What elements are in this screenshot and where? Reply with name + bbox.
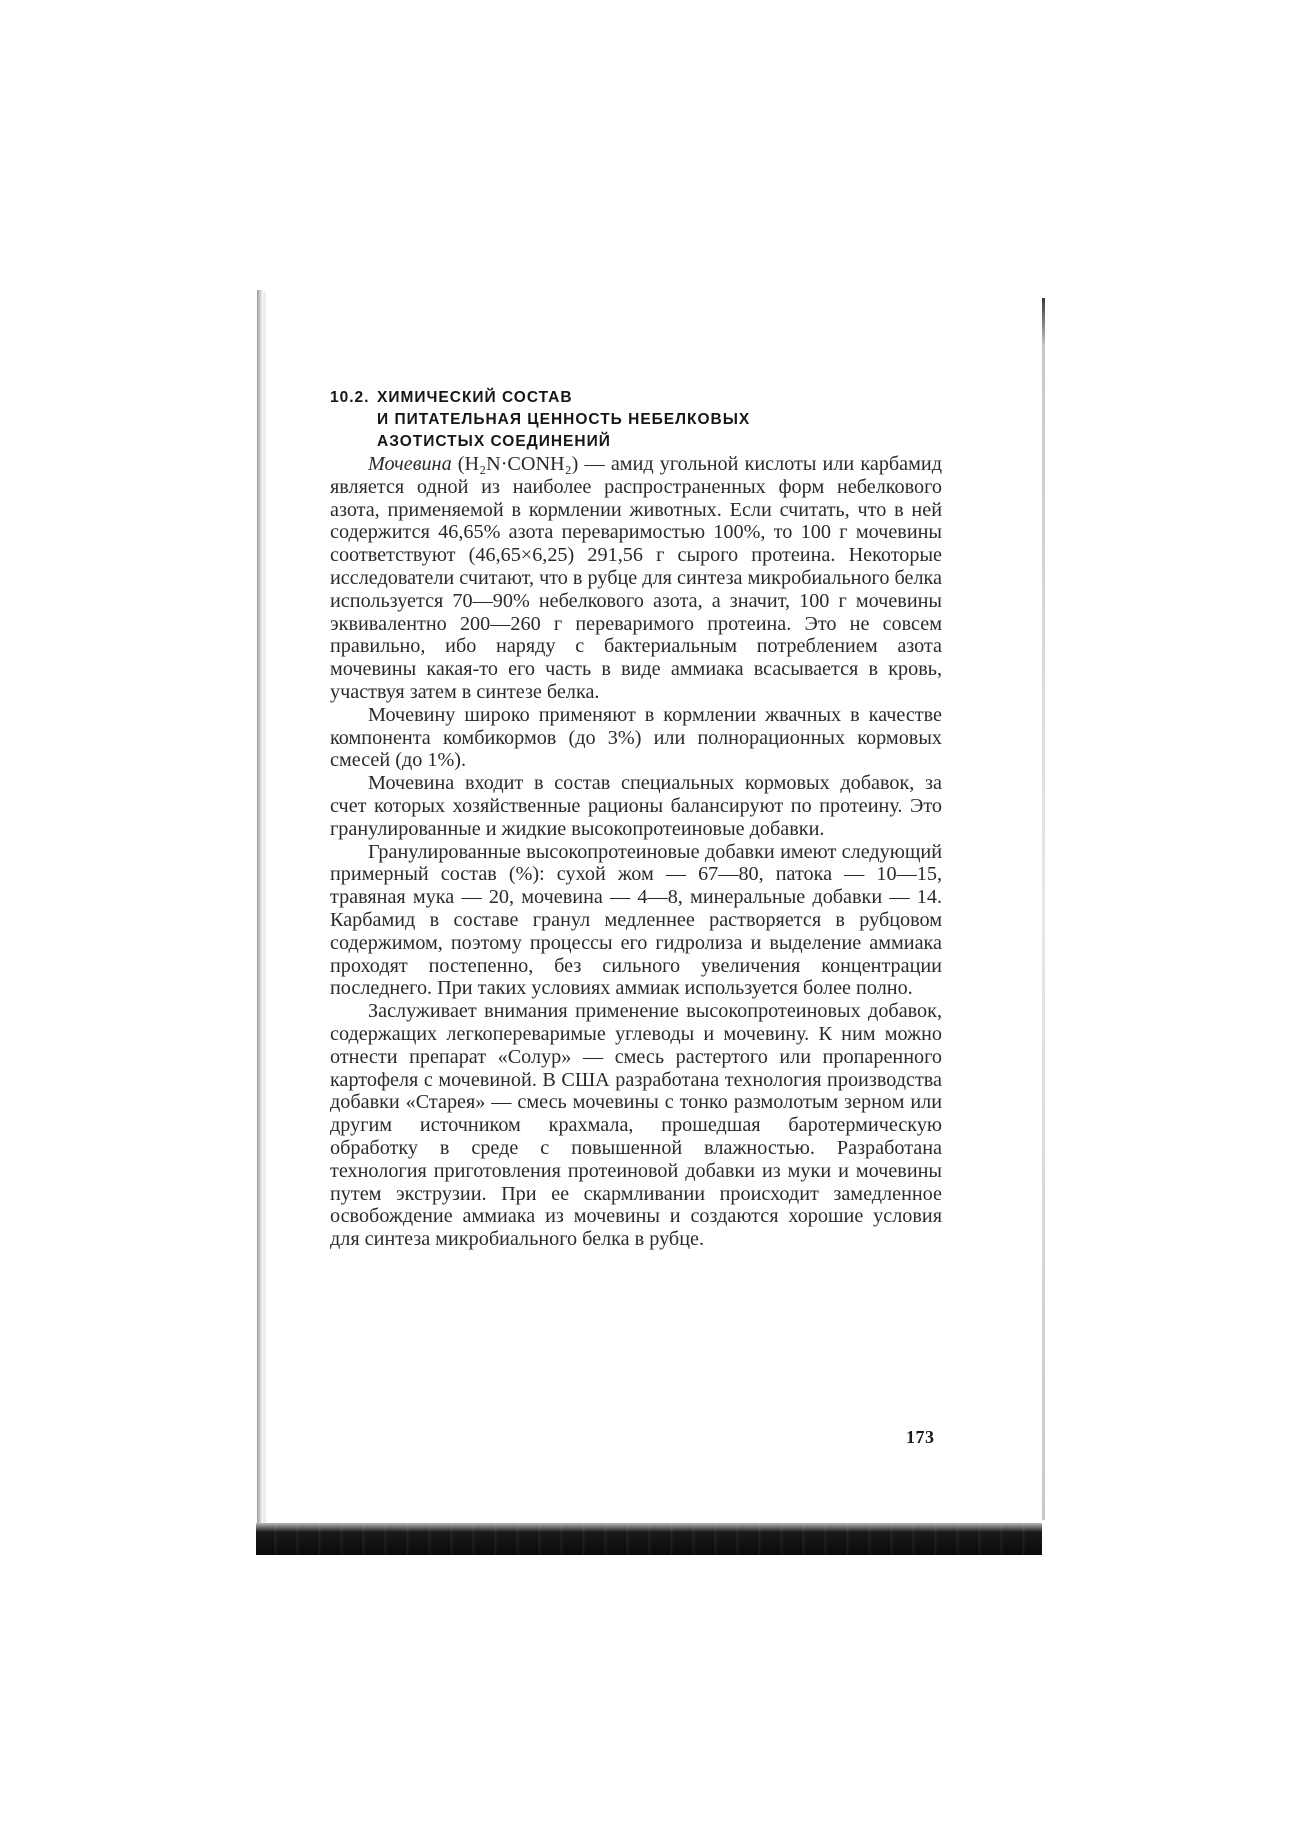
page-right-edge (1042, 298, 1045, 1520)
paragraph-granulated-additives: Гранулированные высокопротеиновые добавки имеют следующий примерный состав (%): сухой жом — 67—80, патока — 10—15, травяная мука — 20, мочевина — 4—8, минеральные добавки — 14. Карбамид в составе гранул медленнее растворяется в рубцовом содержимом, поэтому процессы его гидролиза и выделение аммиака проходят постепенно, без сильного увеличения концентрации последнего. При таких условиях аммиак используется более полно. (330, 840, 942, 1000)
page-text-block (330, 387, 942, 1251)
section-heading-line-1 (330, 387, 942, 409)
section-number: 10.2. (330, 389, 370, 406)
paragraph-feed-additives: Мочевина входит в состав специальных кормовых добавок, за счет которых хозяйственные рационы балансируют по протеину. Это гранулированные и жидкие высокопротеиновые добавки. (330, 772, 942, 840)
paragraph-urea-usage: Мочевину широко применяют в кормлении жвачных в качестве компонента комбикормов (до 3%) или полнорационных кормовых смесей (до 1%). (330, 703, 942, 772)
page-bottom-edge-texture (256, 1523, 1042, 1555)
section-title-line-3: АЗОТИСТЫХ СОЕДИНЕНИЙ (377, 433, 611, 450)
paragraph-text: (H₂N·CONH₂) — амид угольной кислоты или карбамид является одной из наиболее распространенных форм небелкового азота, применяемой в кормлении животных. Если считать, что в ней содержится 46,65% азота переваримостью 100%, то 100 г мочевины соответствуют (46,65×6,25) 291,56 г сырого протеина. Некоторые исследователи считают, что в рубце для синтеза микробиального белка используется 70—90% небелкового азота, а значит, 100 г мочевины эквивалентно 200—260 г переваримого протеина. Это не совсем правильно, ибо наряду с бактериальным потреблением азота мочевины какая-то его часть в виде аммиака всасывается в кровь, участвуя затем в синтезе белка. (330, 453, 942, 703)
page-number: 173 (906, 1427, 935, 1447)
section-heading (330, 387, 942, 453)
page-left-edge-shadow (263, 292, 266, 1528)
section-title-line-2: И ПИТАТЕЛЬНАЯ ЦЕННОСТЬ НЕБЕЛКОВЫХ (377, 411, 751, 428)
paragraph-high-protein-additives: Заслуживает внимания применение высокопротеиновых добавок, содержащих легкопереваримые углеводы и мочевину. К ним можно отнести препарат «Солур» — смесь растертого или пропаренного картофеля с мочевиной. В США разработана технология производства добавки «Старея» — смесь мочевины с тонко размолотым зерном или другим источником крахмала, прошедшая баротермическую обработку в среде с повышенной влажностью. Разработана технология приготовления протеиновой добавки из муки и мочевины путем экструзии. При ее скармливании происходит замедленное освобождение аммиака из мочевины и создаются хорошие условия для синтеза микробиального белка в рубце. (330, 1000, 942, 1251)
paragraph-term: Мочевина (368, 453, 452, 475)
section-title-line-1: ХИМИЧЕСКИЙ СОСТАВ (377, 389, 573, 406)
paragraph-urea-definition (330, 453, 942, 704)
